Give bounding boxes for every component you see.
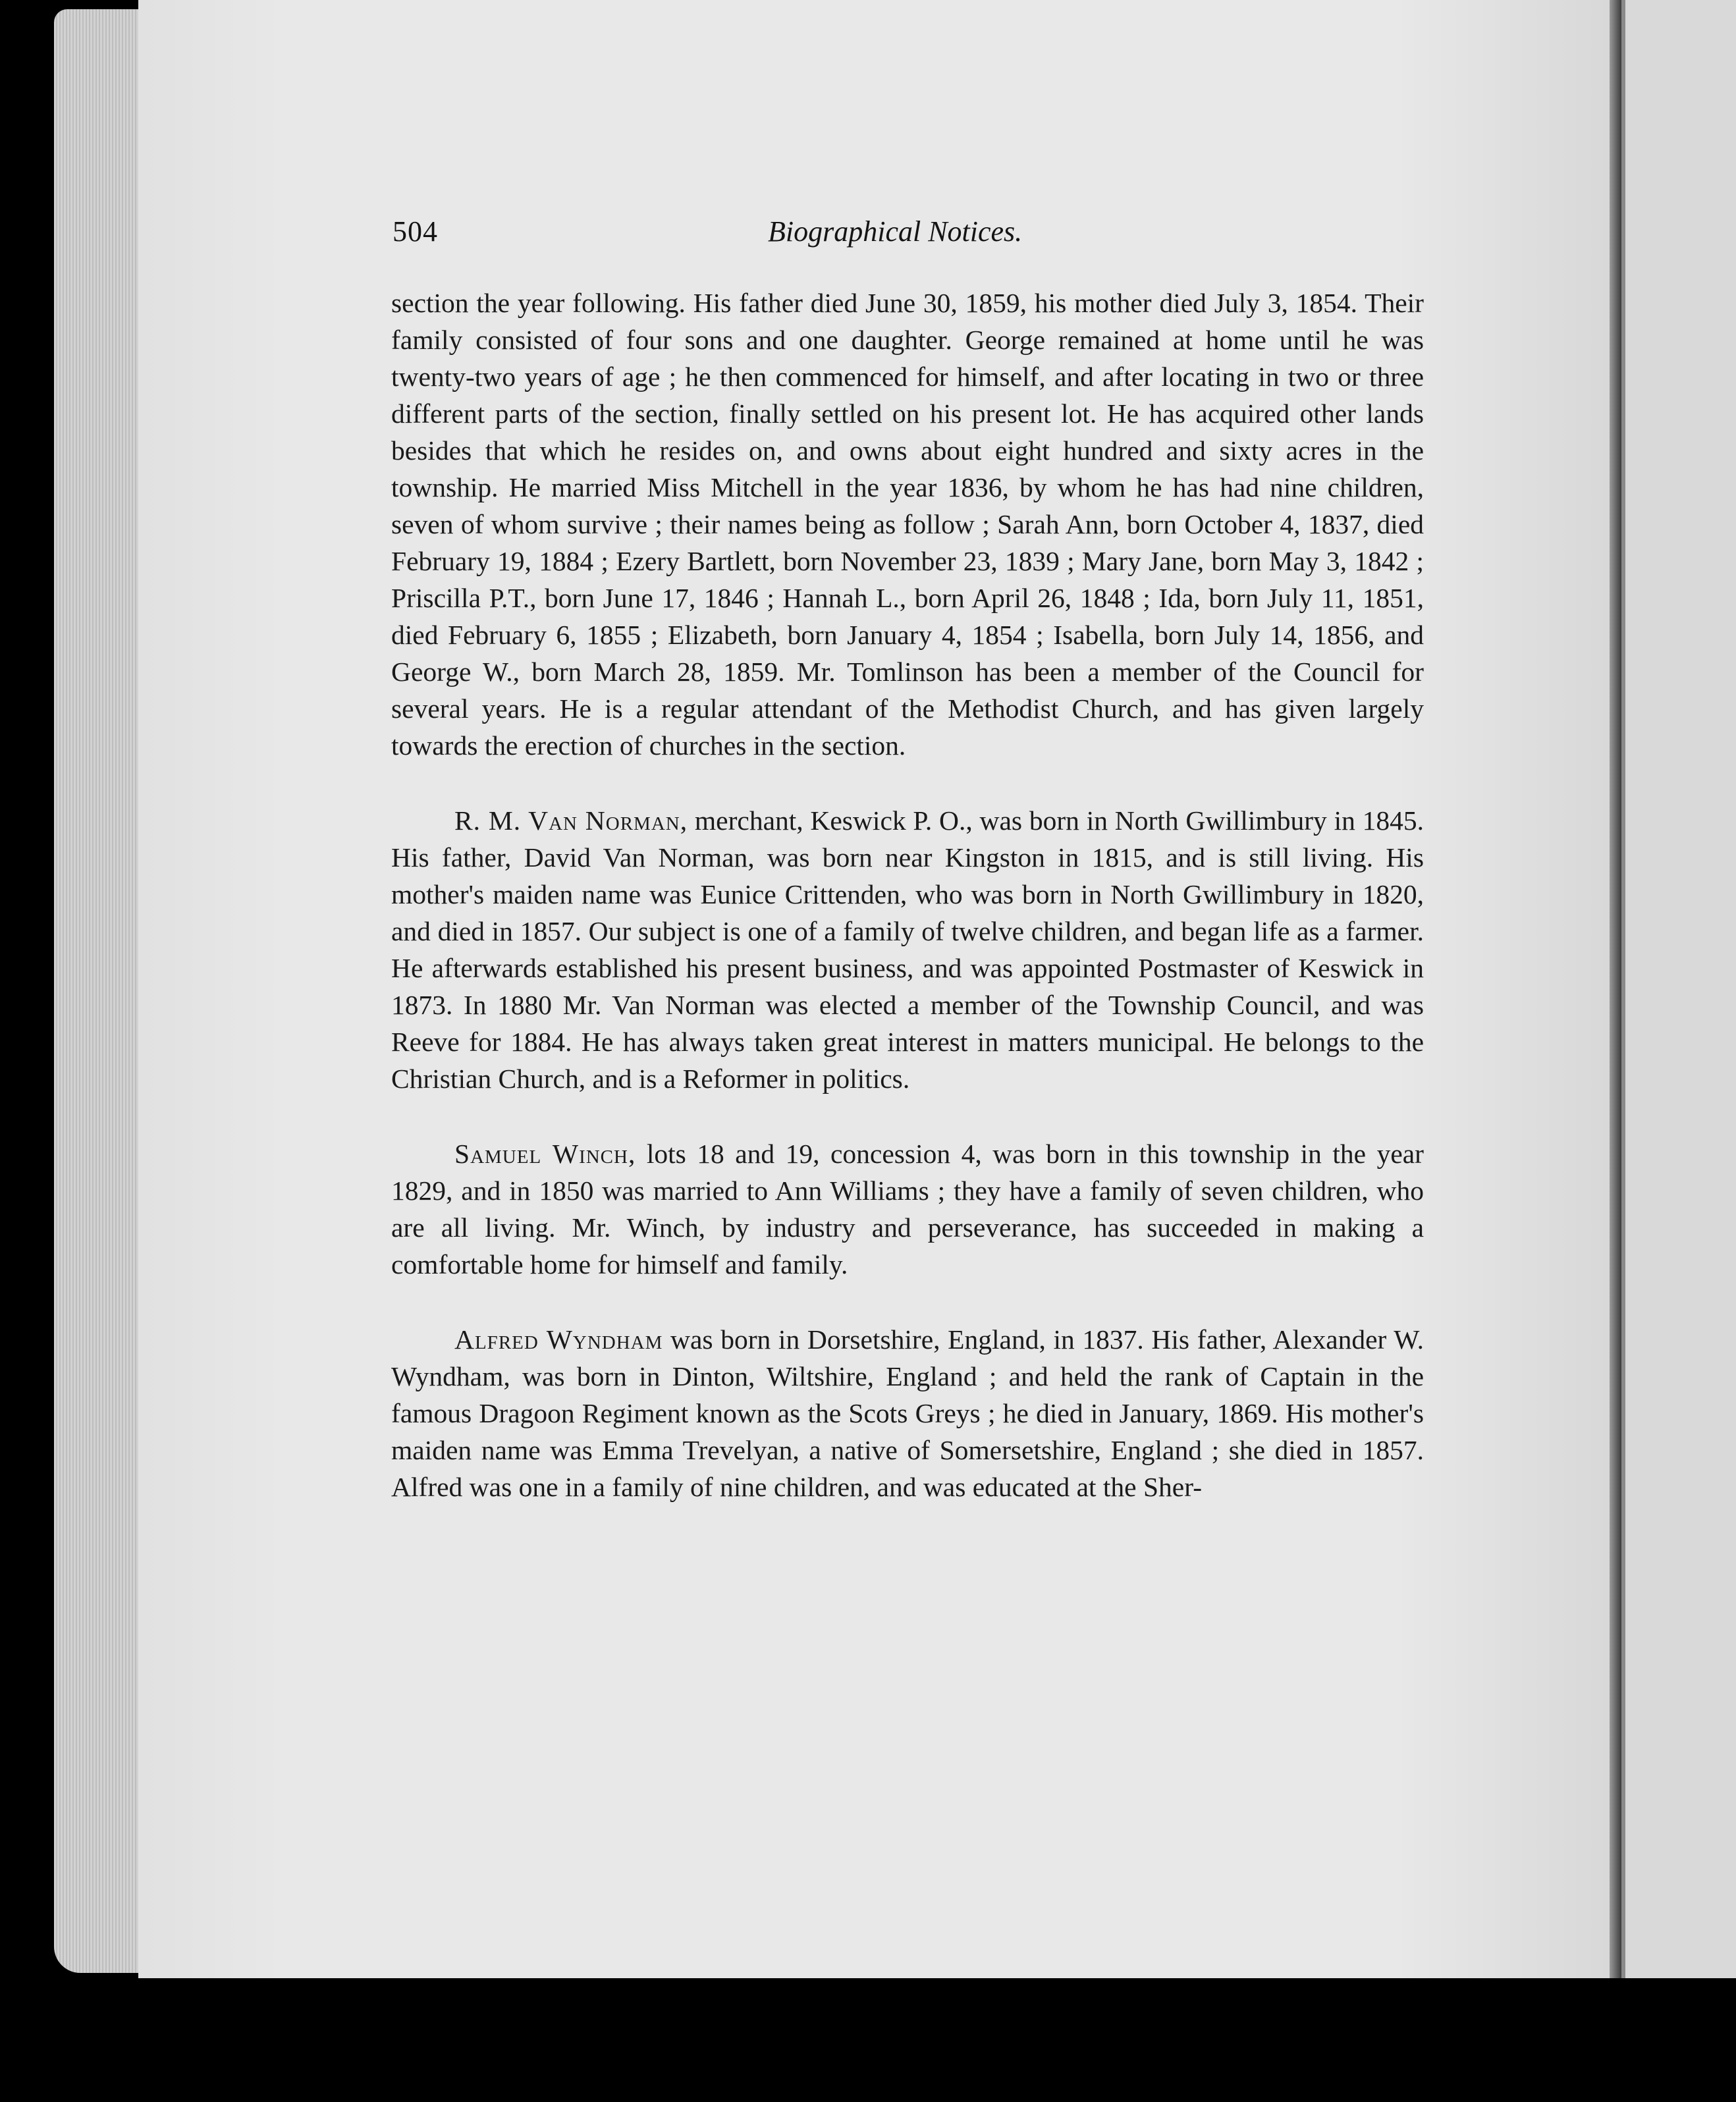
entry-winch [391,1135,1424,1283]
running-title: Biographical Notices. [768,215,1023,248]
page-number: 504 [393,215,438,248]
entry-name: Alfred Wyndham [454,1324,663,1355]
body-text [391,284,1424,1505]
entry-van-norman [391,802,1424,1097]
entry-wyndham [391,1321,1424,1505]
entry-text: lots 18 and 19, concession 4, was born in this township in the year 1829, and in 1850 was married to Ann Williams ; they have a family of seven children, who are all living. Mr. Winch, by industry and perseverance, has succeeded in making a comfortable home for himself and family. [391,1139,1424,1280]
book-gutter [1610,0,1621,1978]
entry-name: Samuel Winch, [454,1139,636,1169]
entry-name: R. M. Van Norman, [454,805,688,836]
facing-page [1621,0,1736,1978]
paragraph-text: section the year following. His father died June 30, 1859, his mother died July 3, 1854. Their family consisted of four sons and one daughter. George remained at home until he was twenty-two years of age ; he then commenced for himself, and after locating in two or three different parts of the section, finally settled on his present lot. He has acquired other lands besides that which he resides on, and owns about eight hundred and sixty acres in the township. He married Miss Mitchell in the year 1836, by whom he has had nine children, seven of whom survive ; their names being as follow ; Sarah Ann, born October 4, 1837, died February 19, 1884 ; Ezery Bartlett, born November 23, 1839 ; Mary Jane, born May 3, 1842 ; Priscilla P.T., born June 17, 1846 ; Hannah L., born April 26, 1848 ; Ida, born July 11, 1851, died February 6, 1855 ; Elizabeth, born January 4, 1854 ; Isabella, born July 14, 1856, and George W., born March 28, 1859. Mr. Tomlinson has been a member of the Council for several years. He is a regular attendant of the Methodist Church, and has given largely towards the erection of churches in the section. [391,288,1424,761]
entry-text: was born in Dorsetshire, England, in 1837. His father, Alexander W. Wyndham, was born in Dinton, Wiltshire, England ; and held the rank of Captain in the famous Dragoon Regiment known as the Scots Greys ; he died in January, 1869. His mother's maiden name was Emma Trevelyan, a native of Somersetshire, England ; she died in 1857. Alfred was one in a family of nine children, and was educated at the Sher- [391,1324,1424,1502]
running-head [393,215,1424,261]
entry-text: merchant, Keswick P. O., was born in North Gwillimbury in 1845. His father, David Van Norman, was born near Kingston in 1815, and is still living. His mother's maiden name was Eunice Crittenden, who was born in North Gwillimbury in 1820, and died in 1857. Our subject is one of a family of twelve children, and began life as a farmer. He afterwards established his present business, and was appointed Postmaster of Keswick in 1873. In 1880 Mr. Van Norman was elected a member of the Township Council, and was Reeve for 1884. He has always taken great interest in matters municipal. He belongs to the Christian Church, and is a Reformer in politics. [391,805,1424,1094]
paragraph-continuation [391,284,1424,764]
